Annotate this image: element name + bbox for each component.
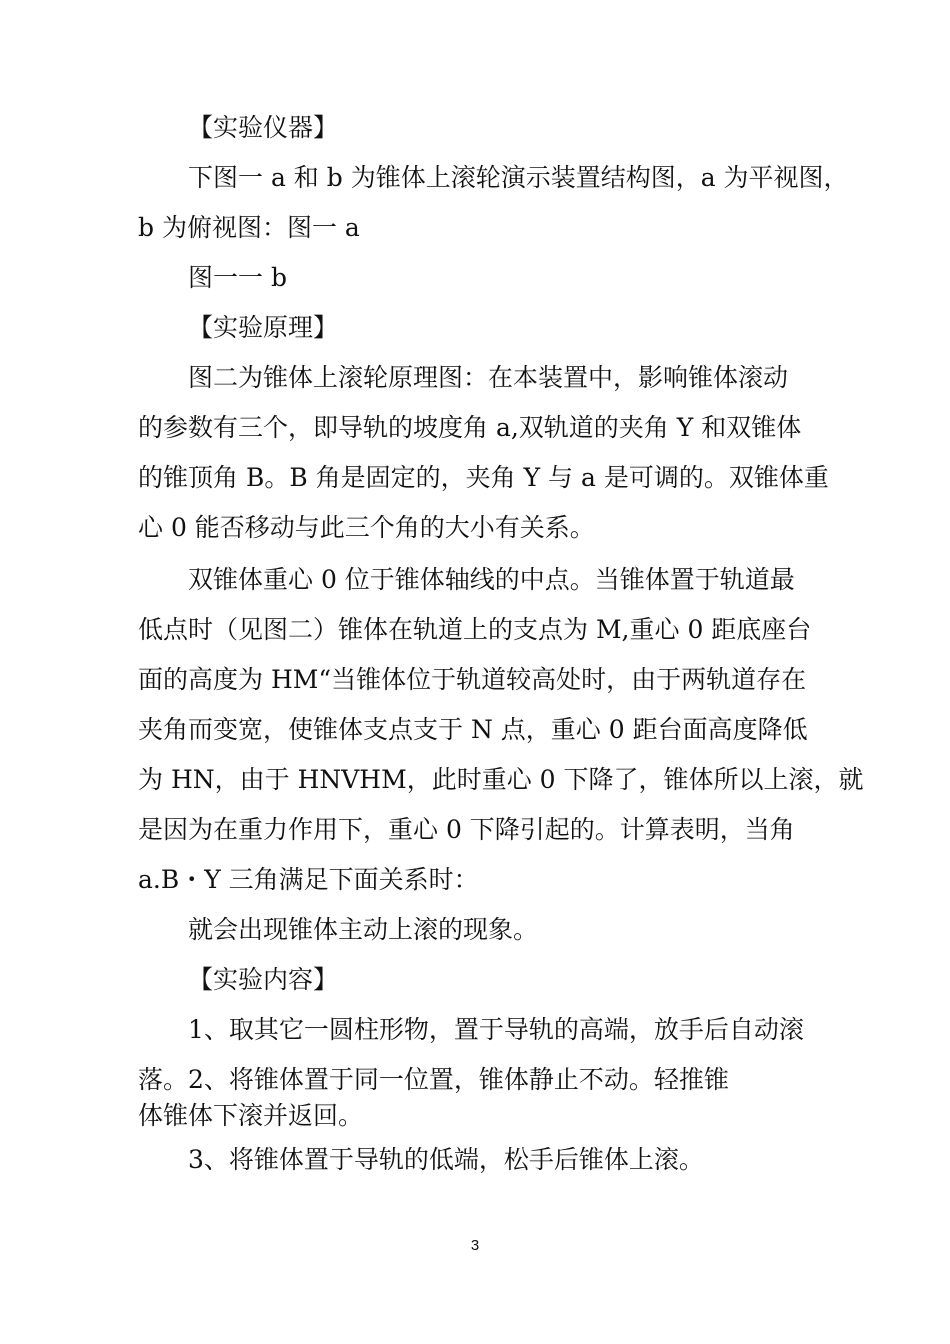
section-heading-instruments: 【实验仪器】 bbox=[188, 113, 339, 142]
paragraph-line: b 为俯视图：图一 a bbox=[138, 213, 360, 242]
paragraph-line: 是因为在重力作用下，重心 0 下降引起的。计算表明，当角 bbox=[138, 815, 795, 844]
figure-caption: 图一一 b bbox=[188, 263, 287, 292]
section-heading-principle: 【实验原理】 bbox=[188, 313, 339, 342]
paragraph-line: 体锥体下滚并返回。 bbox=[138, 1101, 364, 1130]
paragraph-line: 就会出现锥体主动上滚的现象。 bbox=[188, 915, 539, 944]
paragraph-line: 夹角而变宽，使锥体支点支于 N 点，重心 0 距台面高度降低 bbox=[138, 715, 808, 744]
paragraph-line: 的锥顶角 B。B 角是固定的，夹角 Y 与 a 是可调的。双锥体重 bbox=[138, 463, 829, 492]
paragraph-line: 3、将锥体置于导轨的低端，松手后锥体上滚。 bbox=[188, 1145, 704, 1174]
paragraph-line: 下图一 a 和 b 为锥体上滚轮演示装置结构图，a 为平视图， bbox=[188, 163, 849, 192]
paragraph-line: 心 0 能否移动与此三个角的大小有关系。 bbox=[138, 513, 595, 542]
paragraph-line: 双锥体重心 0 位于锥体轴线的中点。当锥体置于轨道最 bbox=[188, 565, 795, 594]
paragraph-line: 落。2、将锥体置于同一位置，锥体静止不动。轻推锥 bbox=[138, 1065, 729, 1094]
paragraph-line: 的参数有三个，即导轨的坡度角 a,双轨道的夹角 Y 和双锥体 bbox=[138, 413, 802, 442]
paragraph-line: a.B・Y 三角满足下面关系时： bbox=[138, 865, 479, 894]
paragraph-line: 1、取其它一圆柱形物，置于导轨的高端，放手后自动滚 bbox=[188, 1015, 804, 1044]
paragraph-line: 图二为锥体上滚轮原理图：在本装置中，影响锥体滚动 bbox=[188, 363, 789, 392]
paragraph-line: 面的高度为 HM“当锥体位于轨道较高处时，由于两轨道存在 bbox=[138, 665, 807, 694]
section-heading-content: 【实验内容】 bbox=[188, 965, 339, 994]
paragraph-line: 低点时（见图二）锥体在轨道上的支点为 M,重心 0 距底座台 bbox=[138, 615, 812, 644]
page-number: 3 bbox=[470, 1237, 480, 1254]
paragraph-line: 为 HN，由于 HNVHM，此时重心 0 下降了，锥体所以上滚，就 bbox=[138, 765, 864, 794]
